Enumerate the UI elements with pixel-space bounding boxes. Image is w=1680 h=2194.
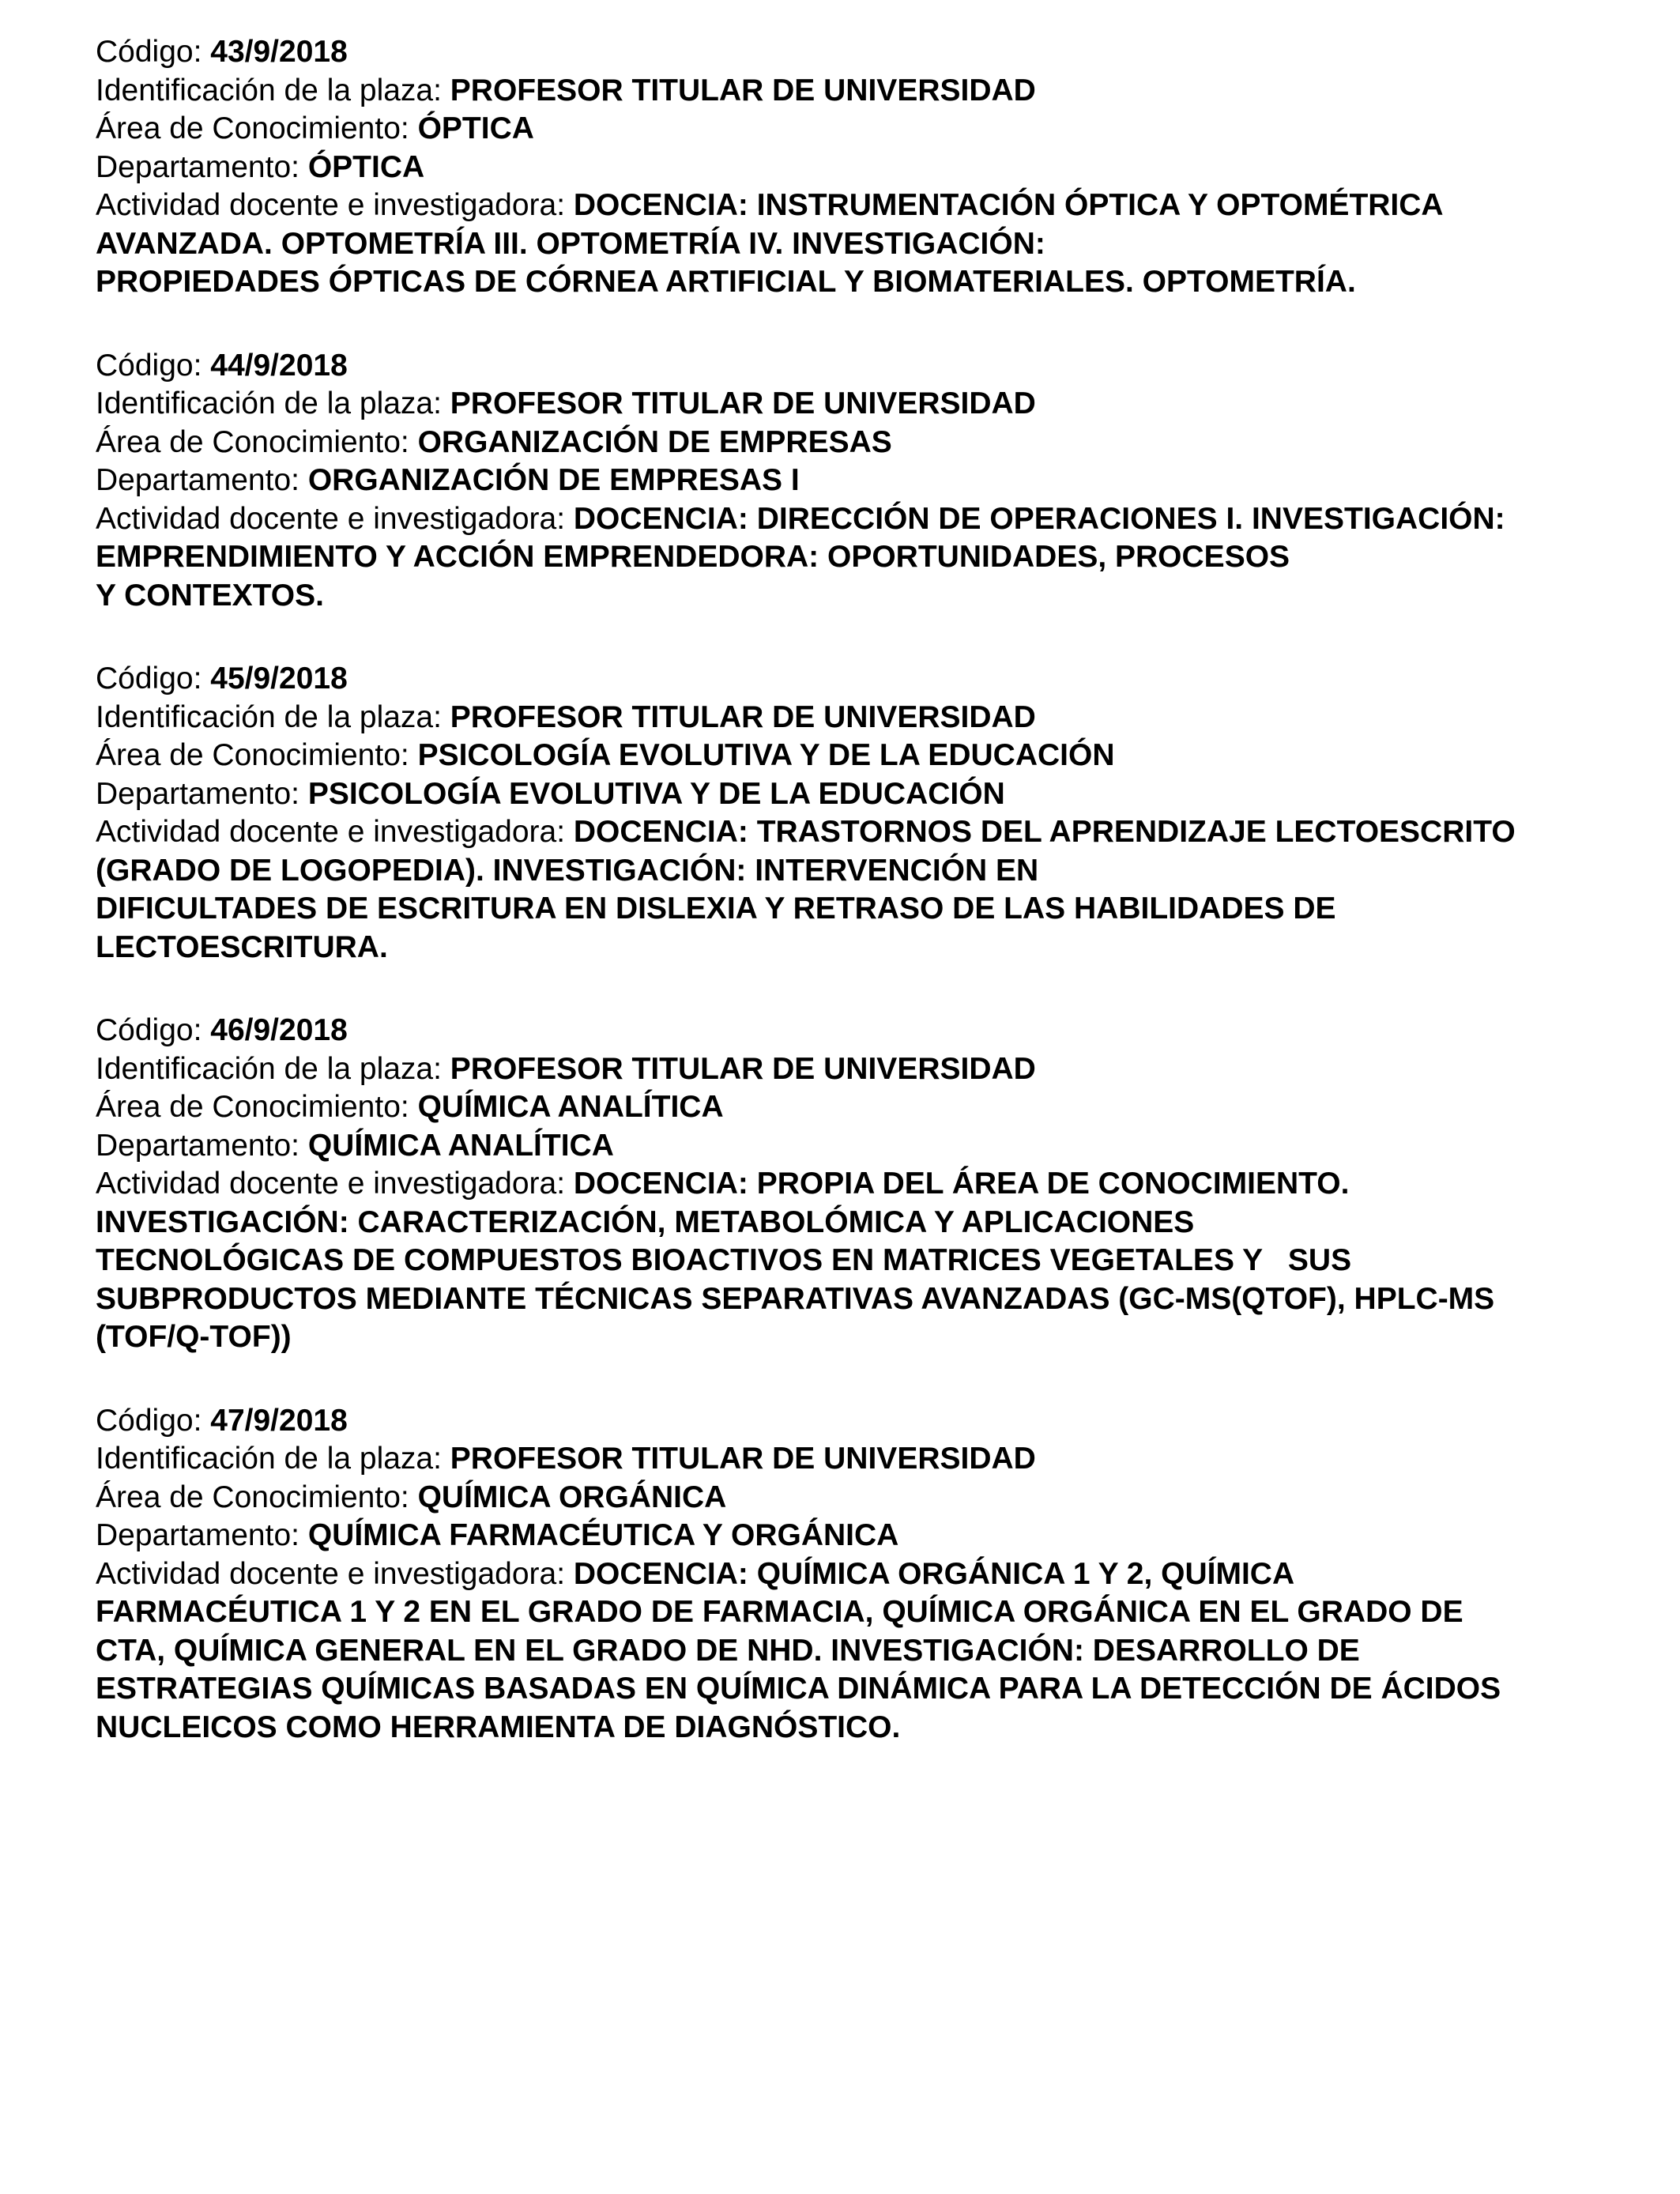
codigo-label: Código: [96, 662, 211, 696]
plaza-line [96, 72, 1621, 111]
actividad-line [96, 500, 1621, 539]
area-value: QUÍMICA ANALÍTICA [417, 1090, 724, 1124]
area-value: PSICOLOGÍA EVOLUTIVA Y DE LA EDUCACIÓN [417, 738, 1115, 772]
departamento-label: Departamento: [96, 463, 308, 497]
actividad-line [96, 1165, 1621, 1204]
plaza-line [96, 699, 1621, 737]
departamento-value: PSICOLOGÍA EVOLUTIVA Y DE LA EDUCACIÓN [307, 776, 1005, 811]
area-label: Área de Conocimiento: [96, 1090, 418, 1124]
plaza-line [96, 1050, 1621, 1089]
plaza-value: PROFESOR TITULAR DE UNIVERSIDAD [450, 699, 1036, 734]
plaza-label: Identificación de la plaza: [96, 386, 450, 420]
actividad-value-line: DIFICULTADES DE ESCRITURA EN DISLEXIA Y RETRASO DE LAS HABILIDADES DE [96, 892, 1336, 925]
actividad-line [96, 1555, 1621, 1594]
area-value: QUÍMICA ORGÁNICA [417, 1480, 727, 1514]
actividad-value-line: DOCENCIA: INSTRUMENTACIÓN ÓPTICA Y OPTOMÉTRICA [573, 188, 1444, 222]
departamento-value: QUÍMICA ANALÍTICA [307, 1128, 614, 1163]
actividad-value-line: PROPIEDADES ÓPTICAS DE CÓRNEA ARTIFICIAL Y BIOMATERIALES. OPTOMETRÍA. [96, 265, 1356, 299]
plaza-entry [96, 1402, 1621, 1747]
codigo-value: 46/9/2018 [210, 1013, 348, 1047]
area-line [96, 737, 1621, 775]
area-label: Área de Conocimiento: [96, 424, 418, 459]
actividad-label: Actividad docente e investigadora: [96, 1167, 574, 1201]
departamento-value: ORGANIZACIÓN DE EMPRESAS I [307, 463, 800, 497]
area-line [96, 1479, 1621, 1517]
actividad-line [96, 187, 1621, 225]
actividad-value-line: (TOF/Q-TOF)) [96, 1320, 292, 1354]
area-line [96, 1088, 1621, 1127]
departamento-line [96, 1127, 1621, 1166]
actividad-value-line: Y CONTEXTOS. [96, 578, 324, 613]
plaza-value: PROFESOR TITULAR DE UNIVERSIDAD [450, 386, 1036, 420]
actividad-value-line: (GRADO DE LOGOPEDIA). INVESTIGACIÓN: INTERVENCIÓN EN [96, 853, 1039, 888]
departamento-value: ÓPTICA [307, 149, 425, 184]
plaza-label: Identificación de la plaza: [96, 1051, 450, 1086]
area-label: Área de Conocimiento: [96, 111, 418, 145]
codigo-label: Código: [96, 1013, 211, 1047]
codigo-label: Código: [96, 1403, 211, 1438]
departamento-line [96, 462, 1621, 500]
plaza-value: PROFESOR TITULAR DE UNIVERSIDAD [450, 1442, 1036, 1476]
area-value: ORGANIZACIÓN DE EMPRESAS [417, 424, 892, 459]
actividad-line [96, 813, 1621, 852]
plaza-label: Identificación de la plaza: [96, 699, 450, 734]
codigo-value: 43/9/2018 [210, 35, 348, 69]
codigo-label: Código: [96, 348, 211, 383]
codigo-value: 44/9/2018 [210, 348, 348, 383]
plaza-entry [96, 1012, 1621, 1357]
departamento-label: Departamento: [96, 149, 308, 184]
plaza-label: Identificación de la plaza: [96, 1442, 450, 1476]
codigo-line [96, 660, 1621, 699]
area-label: Área de Conocimiento: [96, 1480, 418, 1514]
codigo-value: 45/9/2018 [210, 662, 348, 696]
plaza-value: PROFESOR TITULAR DE UNIVERSIDAD [450, 73, 1036, 107]
codigo-line [96, 1012, 1621, 1050]
actividad-label: Actividad docente e investigadora: [96, 188, 574, 222]
codigo-line [96, 347, 1621, 386]
actividad-value-line: DOCENCIA: TRASTORNOS DEL APRENDIZAJE LECTOESCRITO [573, 815, 1516, 849]
actividad-label: Actividad docente e investigadora: [96, 501, 574, 536]
actividad-value-line: ESTRATEGIAS QUÍMICAS BASADAS EN QUÍMICA DINÁMICA PARA LA DETECCIÓN DE ÁCIDOS [96, 1672, 1501, 1706]
departamento-line [96, 149, 1621, 187]
codigo-label: Código: [96, 35, 211, 69]
actividad-value-line: AVANZADA. OPTOMETRÍA III. OPTOMETRÍA IV. INVESTIGACIÓN: [96, 226, 1045, 261]
plaza-entry [96, 347, 1621, 616]
actividad-value-line: FARMACÉUTICA 1 Y 2 EN EL GRADO DE FARMACIA, QUÍMICA ORGÁNICA EN EL GRADO DE [96, 1595, 1463, 1629]
actividad-value-line: CTA, QUÍMICA GENERAL EN EL GRADO DE NHD. INVESTIGACIÓN: DESARROLLO DE [96, 1633, 1360, 1668]
departamento-line [96, 775, 1621, 814]
departamento-label: Departamento: [96, 1518, 308, 1552]
actividad-value-line: EMPRENDIMIENTO Y ACCIÓN EMPRENDEDORA: OPORTUNIDADES, PROCESOS [96, 540, 1290, 574]
actividad-value-line: DOCENCIA: DIRECCIÓN DE OPERACIONES I. INVESTIGACIÓN: [573, 501, 1505, 536]
area-line [96, 110, 1621, 149]
actividad-value-line: LECTOESCRITURA. [96, 929, 388, 964]
actividad-value-line: DOCENCIA: QUÍMICA ORGÁNICA 1 Y 2, QUÍMICA [573, 1556, 1295, 1591]
actividad-value-line: INVESTIGACIÓN: CARACTERIZACIÓN, METABOLÓMICA Y APLICACIONES [96, 1204, 1195, 1239]
plaza-entry [96, 33, 1621, 302]
actividad-value-line: DOCENCIA: PROPIA DEL ÁREA DE CONOCIMIENTO. [573, 1167, 1350, 1201]
codigo-line [96, 1402, 1621, 1441]
area-value: ÓPTICA [417, 111, 534, 145]
actividad-label: Actividad docente e investigadora: [96, 815, 574, 849]
actividad-value-line: TECNOLÓGICAS DE COMPUESTOS BIOACTIVOS EN MATRICES VEGETALES Y SUS [96, 1243, 1352, 1277]
document-page [96, 33, 1621, 1792]
actividad-value-line: SUBPRODUCTOS MEDIANTE TÉCNICAS SEPARATIVAS AVANZADAS (GC-MS(QTOF), HPLC-MS [96, 1281, 1495, 1316]
codigo-line [96, 33, 1621, 72]
plaza-line [96, 385, 1621, 424]
plaza-line [96, 1440, 1621, 1479]
codigo-value: 47/9/2018 [210, 1403, 348, 1438]
departamento-value: QUÍMICA FARMACÉUTICA Y ORGÁNICA [307, 1518, 899, 1552]
actividad-value-line: NUCLEICOS COMO HERRAMIENTA DE DIAGNÓSTICO. [96, 1710, 901, 1744]
actividad-label: Actividad docente e investigadora: [96, 1556, 574, 1591]
plaza-entry [96, 660, 1621, 967]
departamento-label: Departamento: [96, 776, 308, 811]
area-line [96, 424, 1621, 462]
departamento-label: Departamento: [96, 1128, 308, 1163]
plaza-value: PROFESOR TITULAR DE UNIVERSIDAD [450, 1051, 1036, 1086]
area-label: Área de Conocimiento: [96, 738, 418, 772]
plaza-label: Identificación de la plaza: [96, 73, 450, 107]
departamento-line [96, 1517, 1621, 1555]
